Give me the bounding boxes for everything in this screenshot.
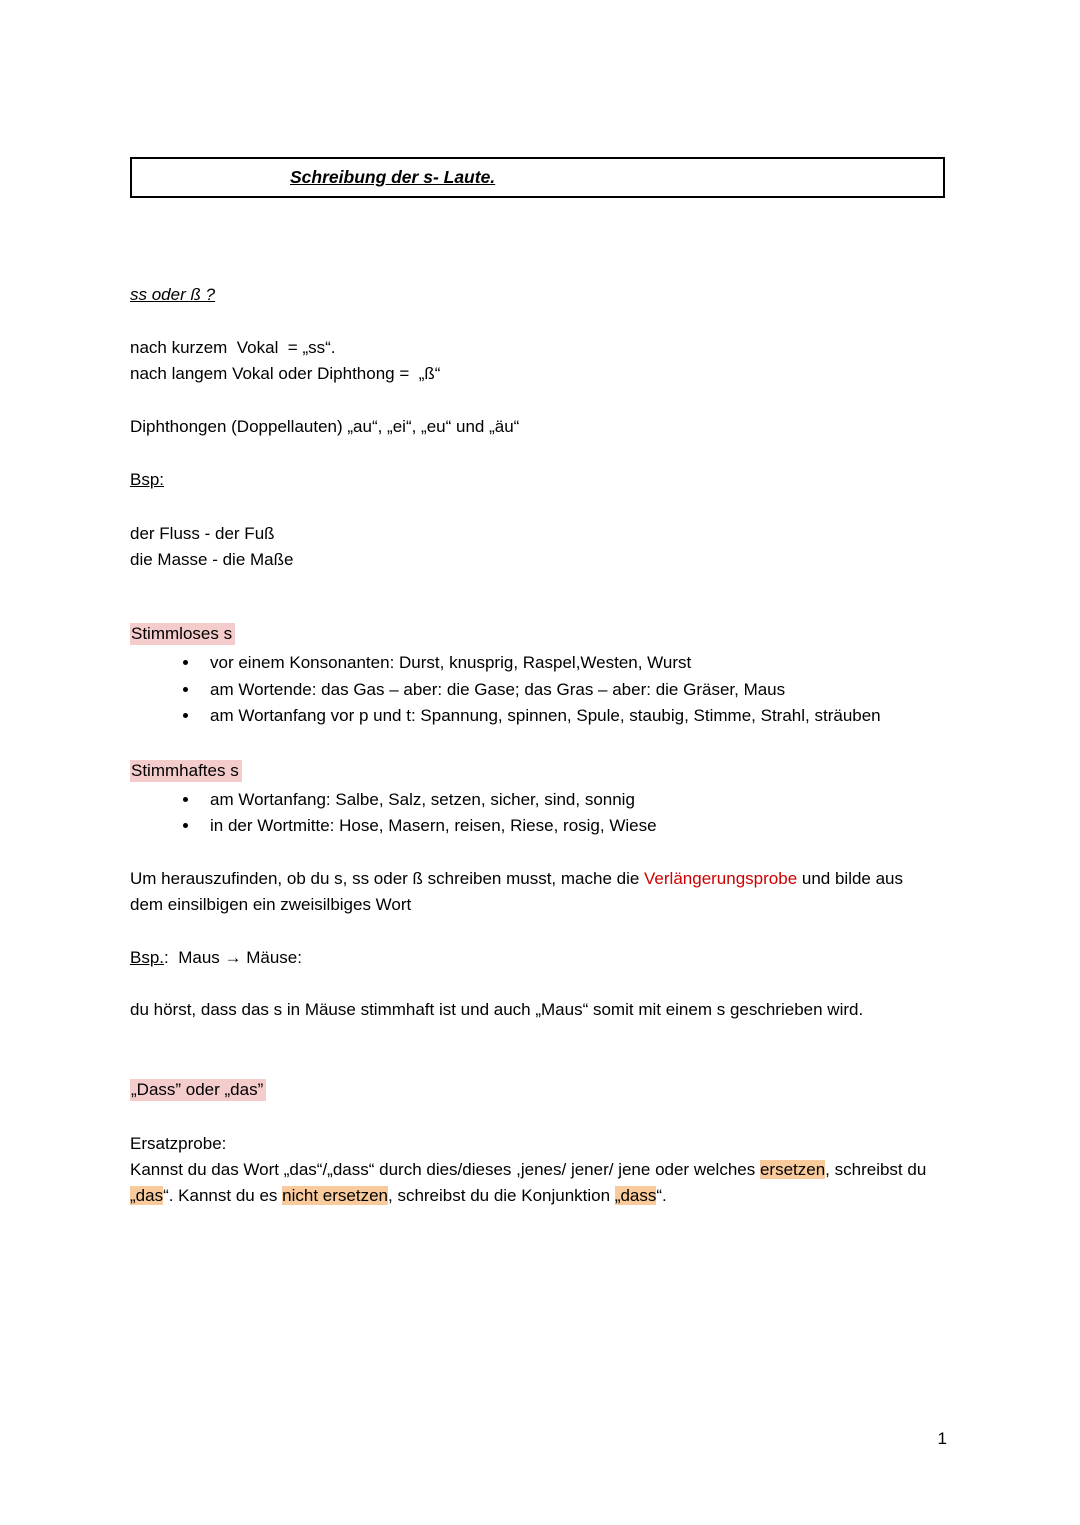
list-item-wortende: • am Wortende: das Gas – aber: die Gase; das Gras – aber: die Gräser, Maus <box>200 677 925 704</box>
text-segment: und bilde aus dem einsilbigen ein zweisilbiges Wort <box>130 868 908 914</box>
example-label-text: Bsp: <box>130 470 165 489</box>
heading-dass-das-text: „Dass” oder „das” <box>130 1079 266 1101</box>
heading-dass-das <box>130 1077 945 1103</box>
text-segment: “. Kannst du es <box>163 1185 283 1205</box>
text-segment: , schreibst du die Konjunktion <box>388 1185 615 1205</box>
diphthong-note: Diphthongen (Doppellauten) „au“, „ei“, „eu“ und „äu“ <box>130 417 520 436</box>
ersatzprobe-block <box>130 1131 930 1209</box>
text-segment: : Maus → Mäuse: <box>164 947 302 967</box>
maus-example-line <box>130 945 945 971</box>
heading-stimmhaftes-s-text: Stimmhaftes s <box>130 760 242 782</box>
highlighted-term-das: „das <box>130 1185 164 1205</box>
text-segment: Kannst du das Wort „das“/„dass“ durch dies/dieses ,jenes/ jener/ jene oder welches <box>130 1159 760 1179</box>
list-item-wortanfang: • am Wortanfang: Salbe, Salz, setzen, sicher, sind, sonnig <box>200 787 925 814</box>
highlighted-term-dass: „dass <box>614 1185 657 1205</box>
verlaengerungsprobe-term: Verlängerungsprobe <box>644 868 798 888</box>
text-segment: , schreibst du <box>825 1159 932 1179</box>
ersatzprobe-label: Ersatzprobe: <box>130 1133 227 1153</box>
example-pair-masse: die Masse - die Maße <box>130 550 294 569</box>
heading-stimmhaftes-s <box>130 758 945 784</box>
bsp-label: Bsp. <box>130 947 165 967</box>
stimmloses-list <box>130 650 945 730</box>
document-title: Schreibung der s- Laute. <box>290 167 496 187</box>
ersatzprobe-text <box>130 1157 930 1209</box>
page-number: 1 <box>937 1429 947 1448</box>
rule-short-vowel: nach kurzem Vokal = „ss“. <box>130 338 336 357</box>
list-item-wortmitte: • in der Wortmitte: Hose, Masern, reisen, Riese, rosig, Wiese <box>200 813 925 840</box>
title-box <box>130 157 945 198</box>
stimmhaftes-list <box>130 787 945 840</box>
section-heading-ss-oder-eszett: ss oder ß ? <box>130 285 216 304</box>
highlighted-term-ersetzen: ersetzen <box>759 1159 826 1179</box>
example-label <box>130 467 945 493</box>
heading-stimmloses-s <box>130 621 945 647</box>
example-pairs <box>130 521 945 573</box>
text-segment: Um herauszufinden, ob du s, ss oder ß schreiben musst, mache die <box>130 868 645 888</box>
rule-long-vowel: nach langem Vokal oder Diphthong = „ß“ <box>130 364 441 383</box>
verlaengerungsprobe-paragraph <box>130 866 920 918</box>
highlighted-term-nicht-ersetzen: nicht ersetzen <box>282 1185 388 1205</box>
list-item-wortanfang-pt: • am Wortanfang vor p und t: Spannung, spinnen, Spule, staubig, Stimme, Strahl, sträuben <box>200 703 925 730</box>
maus-explanation: du hörst, dass das s in Mäuse stimmhaft ist und auch „Maus“ somit mit einem s geschrieben wird. <box>130 999 864 1019</box>
list-item-konsonant: • vor einem Konsonanten: Durst, knusprig, Raspel,Westen, Wurst <box>200 650 925 677</box>
vowel-rules <box>130 335 945 387</box>
example-pair-fluss: der Fluss - der Fuß <box>130 524 275 543</box>
heading-stimmloses-s-text: Stimmloses s <box>130 623 235 645</box>
text-segment: “. <box>656 1185 667 1205</box>
